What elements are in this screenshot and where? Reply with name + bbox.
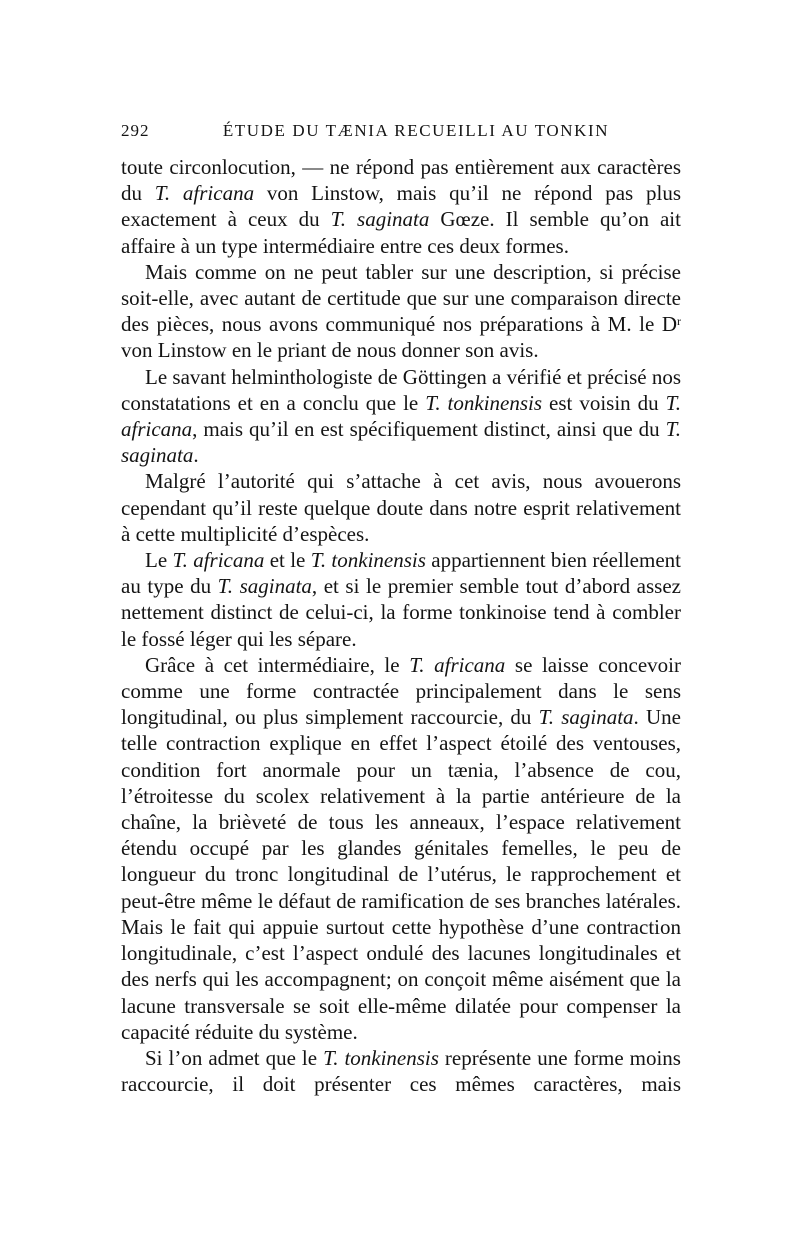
paragraph-6: Grâce à cet intermédiaire, le T. africana se laisse concevoir comme une forme contractée principalement dans le sens longitudinal, ou plus simplement raccourcie, du T. saginata. Une telle contraction explique en effet l’aspect étoilé des ventouses, condition fort anormale pour un tænia, l’absence de cou, l’étroitesse du scolex relativement à la partie antérieure de la chaîne, la brièveté de tous les anneaux, l’espace relativement étendu occupé par les glandes génitales femelles, le peu de longueur du tronc longitudinal de l’utérus, le rapprochement et peut-être même le défaut de ramification de ses branches latérales. Mais le fait qui appuie surtout cette hypothèse d’une contraction longitudinale, c’est l’aspect ondulé des lacunes longitudinales et des nerfs qui les accompagnent; on conçoit même aisément que la lacune transversale se soit elle-même dilatée pour compenser la capacité réduite du système.: [121, 652, 681, 1044]
running-title: ÉTUDE DU TÆNIA RECUEILLI AU TONKIN: [222, 121, 610, 140]
paragraph-2: Mais comme on ne peut tabler sur une description, si précise soit-elle, avec autant de certitude que sur une comparaison directe des pièces, nous avons communiqué nos préparations à M. le $D^r$ von Linstow en le priant de nous donner son avis.: [121, 259, 681, 363]
paragraph-4: Malgré l’autorité qui s’attache à cet avis, nous avouerons cependant qu’il reste quelque doute dans notre esprit relativement à cette multiplicité d’espèces.: [121, 469, 681, 546]
paragraph-1: toute circonlocution, — ne répond pas entièrement aux caractères du T. africana von Linstow, mais qu’il ne répond pas plus exactement à ceux du T. saginata Gœze. Il semble qu’on ait affaire à un type intermédiaire entre ces deux formes.: [121, 155, 681, 258]
running-header: [121, 121, 681, 147]
paragraph-7: Si l’on admet que le T. tonkinensis représente une forme moins raccourcie, il doit présenter ces mêmes caractères, mais: [121, 1045, 681, 1097]
paragraph-3: Le savant helminthologiste de Göttingen a vérifié et précisé nos constatations et en a conclu que le T. tonkinensis est voisin du T. africana, mais qu’il en est spécifiquement distinct, ainsi que du T. saginata.: [121, 364, 681, 468]
body-text: [121, 154, 681, 1097]
page-number: 292: [121, 121, 150, 140]
paragraph-5: Le T. africana et le T. tonkinensis appartiennent bien réellement au type du T. saginata, et si le premier semble tout d’abord assez nettement distinct de celui-ci, la forme tonkinoise tend à combler le fossé léger qui les sépare.: [121, 548, 681, 651]
